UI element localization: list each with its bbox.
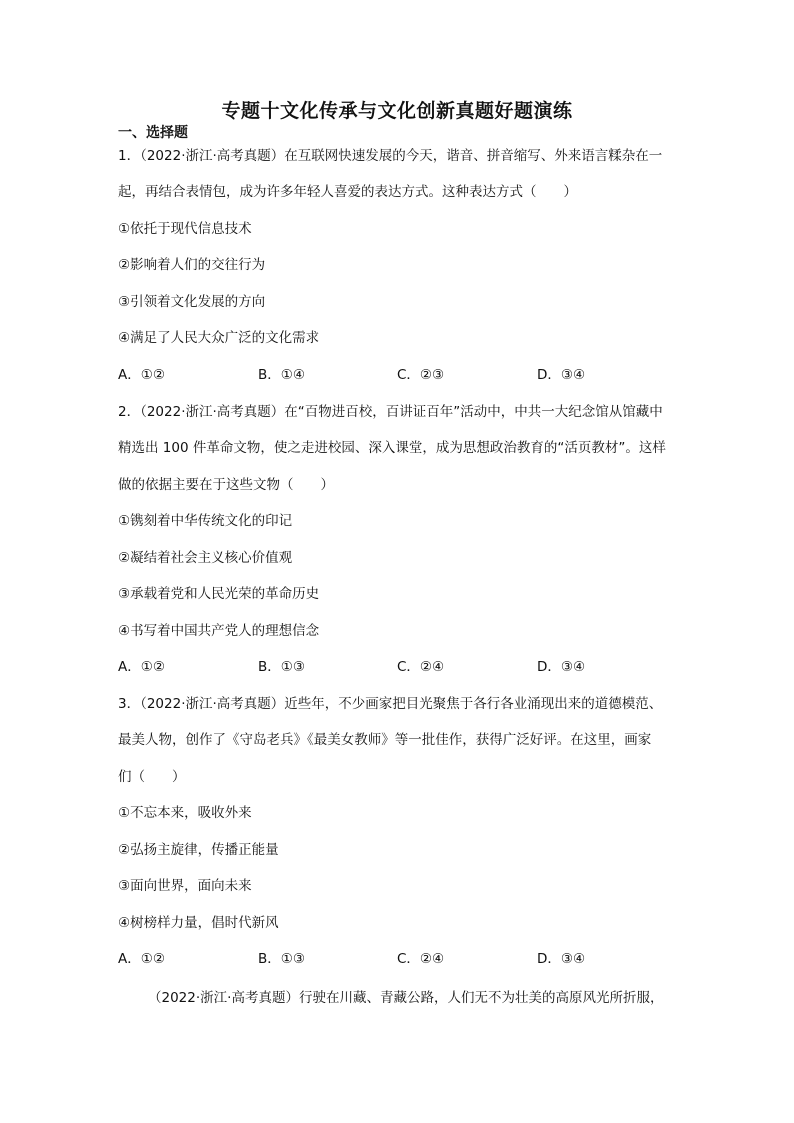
q3-stem-line3: 们（ ） [118,769,186,785]
q3-item-4: ④树榜样力量，倡时代新风 [118,915,279,931]
section-heading: 一、选择题 [118,125,188,141]
q3-stem-line1: 3．（2022·浙江·高考真题）近些年，不少画家把目光聚焦于各行各业涌现出来的道德模范、 [118,696,663,712]
q4-stem-line1 [148,986,663,1006]
q1-option-c[interactable]: C．②③ [397,367,445,383]
q1-item-1: ①依托于现代信息技术 [118,221,252,237]
q3-option-d[interactable]: D．③④ [537,951,586,967]
q4-stem-text: 行驶在川藏、青藏公路，人们无不为壮美的高原风光所折服， [298,990,664,1006]
q2-item-3: ③承载着党和人民光荣的革命历史 [118,586,320,602]
q2-stem-line1: 2．（2022·浙江·高考真题）在“百物进百校，百讲证百年”活动中，中共一大纪念馆从馆藏中 [118,404,663,420]
q2-stem-line3: 做的依据主要在于这些文物（ ） [118,477,334,493]
q2-option-b[interactable]: B．①③ [258,659,305,675]
q3-option-c[interactable]: C．②④ [397,951,445,967]
q1-item-2: ②影响着人们的交往行为 [118,257,266,273]
q3-stem-line2: 最美人物，创作了《守岛老兵》《最美女教师》等一批佳作，获得广泛好评。在这里，画家 [118,732,652,748]
q1-option-b[interactable]: B．①④ [258,367,305,383]
q2-item-1: ①镌刻着中华传统文化的印记 [118,513,293,529]
q1-option-a[interactable]: A．①② [118,367,165,383]
q1-stem-line1: 1．（2022·浙江·高考真题）在互联网快速发展的今天，谐音、拼音缩写、外来语言糅杂在一 [118,148,663,164]
q2-option-d[interactable]: D．③④ [537,659,586,675]
q3-item-2: ②弘扬主旋律，传播正能量 [118,842,279,858]
q1-stem-line2: 起，再结合表情包，成为许多年轻人喜爱的表达方式。这种表达方式（ ） [118,184,577,200]
q2-item-2: ②凝结着社会主义核心价值观 [118,550,293,566]
q3-option-a[interactable]: A．①② [118,951,165,967]
q4-source: （2022·浙江·高考真题） [148,990,299,1006]
q2-option-a[interactable]: A．①② [118,659,165,675]
q1-option-d[interactable]: D．③④ [537,367,586,383]
q3-item-3: ③面向世界，面向未来 [118,878,252,894]
q1-item-4: ④满足了人民大众广泛的文化需求 [118,330,320,346]
document-title: 专题十文化传承与文化创新真题好题演练 [221,100,573,122]
q3-item-1: ①不忘本来，吸收外来 [118,805,252,821]
q3-option-b[interactable]: B．①③ [258,951,305,967]
q2-stem-line2: 精选出 100 件革命文物，使之走进校园、深入课堂，成为思想政治教育的“活页教材”。这样 [118,440,666,456]
q1-item-3: ③引领着文化发展的方向 [118,294,266,310]
q2-option-c[interactable]: C．②④ [397,659,445,675]
q2-item-4: ④书写着中国共产党人的理想信念 [118,623,320,639]
